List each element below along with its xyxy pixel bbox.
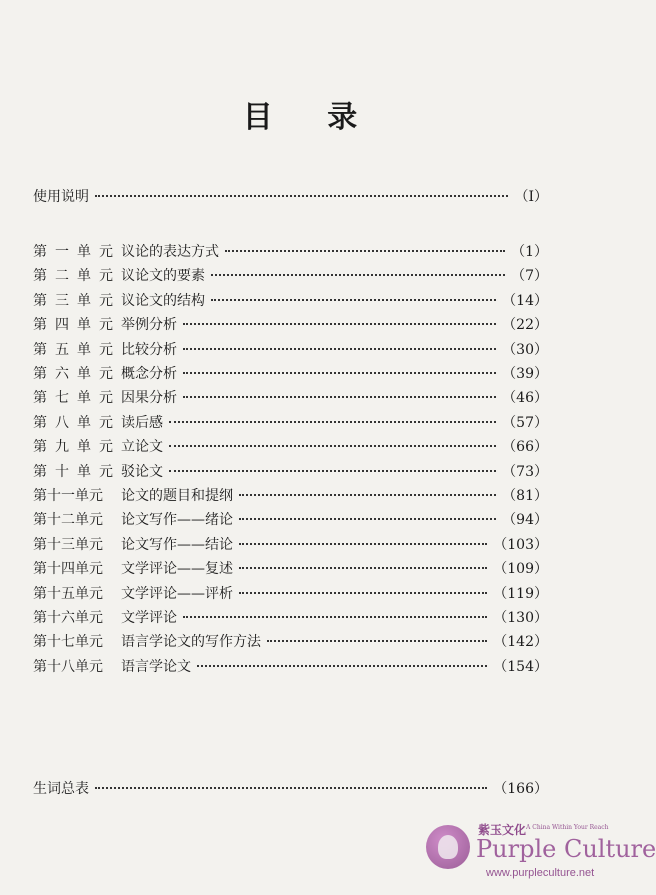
page-title: 目 录 <box>242 100 380 135</box>
watermark-url: www.purpleculture.net <box>486 867 595 879</box>
purple-culture-watermark <box>426 819 656 885</box>
toc-item-unit[interactable] <box>33 534 548 556</box>
toc-unit-number: 第五单元 <box>33 341 121 358</box>
toc-unit-number: 第六单元 <box>33 366 121 382</box>
toc-unit-number: 第十一单元 <box>33 488 103 504</box>
toc-unit-number: 第十七单元 <box>33 634 103 651</box>
toc-item-title: 驳论文 <box>121 463 163 480</box>
toc-item-unit[interactable] <box>33 485 548 507</box>
toc-leader-dots <box>239 592 487 594</box>
toc-unit-number: 第八单元 <box>33 414 121 431</box>
toc-item-page: （130） <box>493 610 548 626</box>
toc-leader-dots <box>169 445 496 447</box>
toc-item-page: （39） <box>502 366 548 382</box>
toc-item-title: 文学评论——评析 <box>121 585 233 602</box>
toc-item-page: （66） <box>502 439 548 456</box>
toc-item-unit[interactable] <box>33 387 548 409</box>
toc-item-unit[interactable] <box>33 461 548 483</box>
toc-item-page: （46） <box>502 390 548 407</box>
toc-item-title: 使用说明 <box>33 189 89 205</box>
toc-item-unit[interactable] <box>33 558 548 580</box>
toc-item-title: 举例分析 <box>121 317 177 334</box>
toc-leader-dots <box>239 518 496 520</box>
toc-unit-number: 第十四单元 <box>33 561 103 578</box>
toc-item-title: 语言学论文的写作方法 <box>121 634 261 651</box>
toc-unit-number: 第十八单元 <box>33 658 103 675</box>
toc-item-page: （94） <box>502 512 548 529</box>
toc-unit-number: 第四单元 <box>33 317 121 334</box>
toc-item-page: （7） <box>511 268 548 285</box>
toc-item-glossary[interactable] <box>33 778 548 800</box>
toc-item-unit[interactable] <box>33 631 548 653</box>
toc-item-unit[interactable] <box>33 656 548 678</box>
toc-leader-dots <box>183 323 496 325</box>
toc-leader-dots <box>211 299 496 301</box>
toc-item-unit[interactable] <box>33 241 548 263</box>
toc-leader-dots <box>239 494 496 496</box>
toc-unit-number: 第七单元 <box>33 390 121 407</box>
toc-leader-dots <box>95 787 487 789</box>
toc-leader-dots <box>239 567 487 569</box>
toc-leader-dots <box>183 616 487 618</box>
toc-item-page: （57） <box>502 414 548 431</box>
toc-item-title: 论文写作——结论 <box>121 536 233 553</box>
toc-item-unit[interactable] <box>33 412 548 434</box>
toc-unit-number: 第十六单元 <box>33 610 103 626</box>
toc-unit-number: 第十单元 <box>33 463 121 480</box>
toc-item-page: （14） <box>502 292 548 309</box>
toc-item-title: 论文的题目和提纲 <box>121 488 233 504</box>
watermark-brand: Purple Culture <box>476 835 656 863</box>
toc-unit-number: 第二单元 <box>33 268 121 285</box>
toc-item-title: 文学评论 <box>121 610 177 626</box>
toc-item-page: （22） <box>502 317 548 334</box>
toc-item-page: （73） <box>502 463 548 480</box>
toc-item-title: 比较分析 <box>121 341 177 358</box>
toc-item-title: 语言学论文 <box>121 658 191 675</box>
toc-leader-dots <box>267 640 487 642</box>
watermark-chinese: 紫玉文化 <box>478 823 527 837</box>
toc-leader-dots <box>183 348 496 350</box>
toc-unit-number: 第十三单元 <box>33 536 103 553</box>
toc-item-unit[interactable] <box>33 290 548 312</box>
toc-item-title: 因果分析 <box>121 390 177 407</box>
toc-unit-number: 第一单元 <box>33 244 121 260</box>
toc-item-unit[interactable] <box>33 583 548 605</box>
toc-item-title: 读后感 <box>121 414 163 431</box>
toc-item-page: （Ⅰ） <box>514 189 548 205</box>
toc-item-title: 概念分析 <box>121 366 177 382</box>
toc-leader-dots <box>197 665 487 667</box>
toc-leader-dots <box>169 421 496 423</box>
toc-item-unit[interactable] <box>33 509 548 531</box>
toc-item-page: （109） <box>493 561 548 578</box>
toc-leader-dots <box>95 195 508 197</box>
toc-item-page: （81） <box>502 488 548 504</box>
toc-item-title: 议论的表达方式 <box>121 244 219 260</box>
toc-item-title: 议论文的结构 <box>121 292 205 309</box>
toc-item-page: （1） <box>511 244 548 260</box>
toc-item-unit[interactable] <box>33 314 548 336</box>
purple-culture-logo-icon <box>426 825 470 869</box>
toc-item-page: （119） <box>493 585 548 602</box>
toc-item-page: （30） <box>502 341 548 358</box>
toc-item-page: （166） <box>493 781 548 797</box>
toc-leader-dots <box>225 250 505 252</box>
toc-item-unit[interactable] <box>33 265 548 287</box>
toc-leader-dots <box>169 470 496 472</box>
toc-item-title: 议论文的要素 <box>121 268 205 285</box>
toc-item-unit[interactable] <box>33 339 548 361</box>
toc-unit-number: 第十五单元 <box>33 585 103 602</box>
toc-leader-dots <box>211 274 505 276</box>
toc-unit-number: 第十二单元 <box>33 512 103 529</box>
toc-item-title: 文学评论——复述 <box>121 561 233 578</box>
toc-leader-dots <box>183 396 496 398</box>
toc-item-page: （154） <box>493 658 548 675</box>
toc-leader-dots <box>183 372 496 374</box>
toc-item-title: 立论文 <box>121 439 163 456</box>
watermark-tagline: A China Within Your Reach <box>526 824 609 831</box>
toc-leader-dots <box>239 543 487 545</box>
toc-item-intro[interactable] <box>33 186 548 208</box>
toc-item-unit[interactable] <box>33 607 548 629</box>
toc-unit-number: 第三单元 <box>33 292 121 309</box>
toc-unit-number: 第九单元 <box>33 439 121 456</box>
toc-item-title: 生词总表 <box>33 781 89 797</box>
toc-item-page: （103） <box>493 536 548 553</box>
toc-item-page: （142） <box>493 634 548 651</box>
toc-item-unit[interactable] <box>33 363 548 385</box>
toc-item-title: 论文写作——绪论 <box>121 512 233 529</box>
toc-item-unit[interactable] <box>33 436 548 458</box>
